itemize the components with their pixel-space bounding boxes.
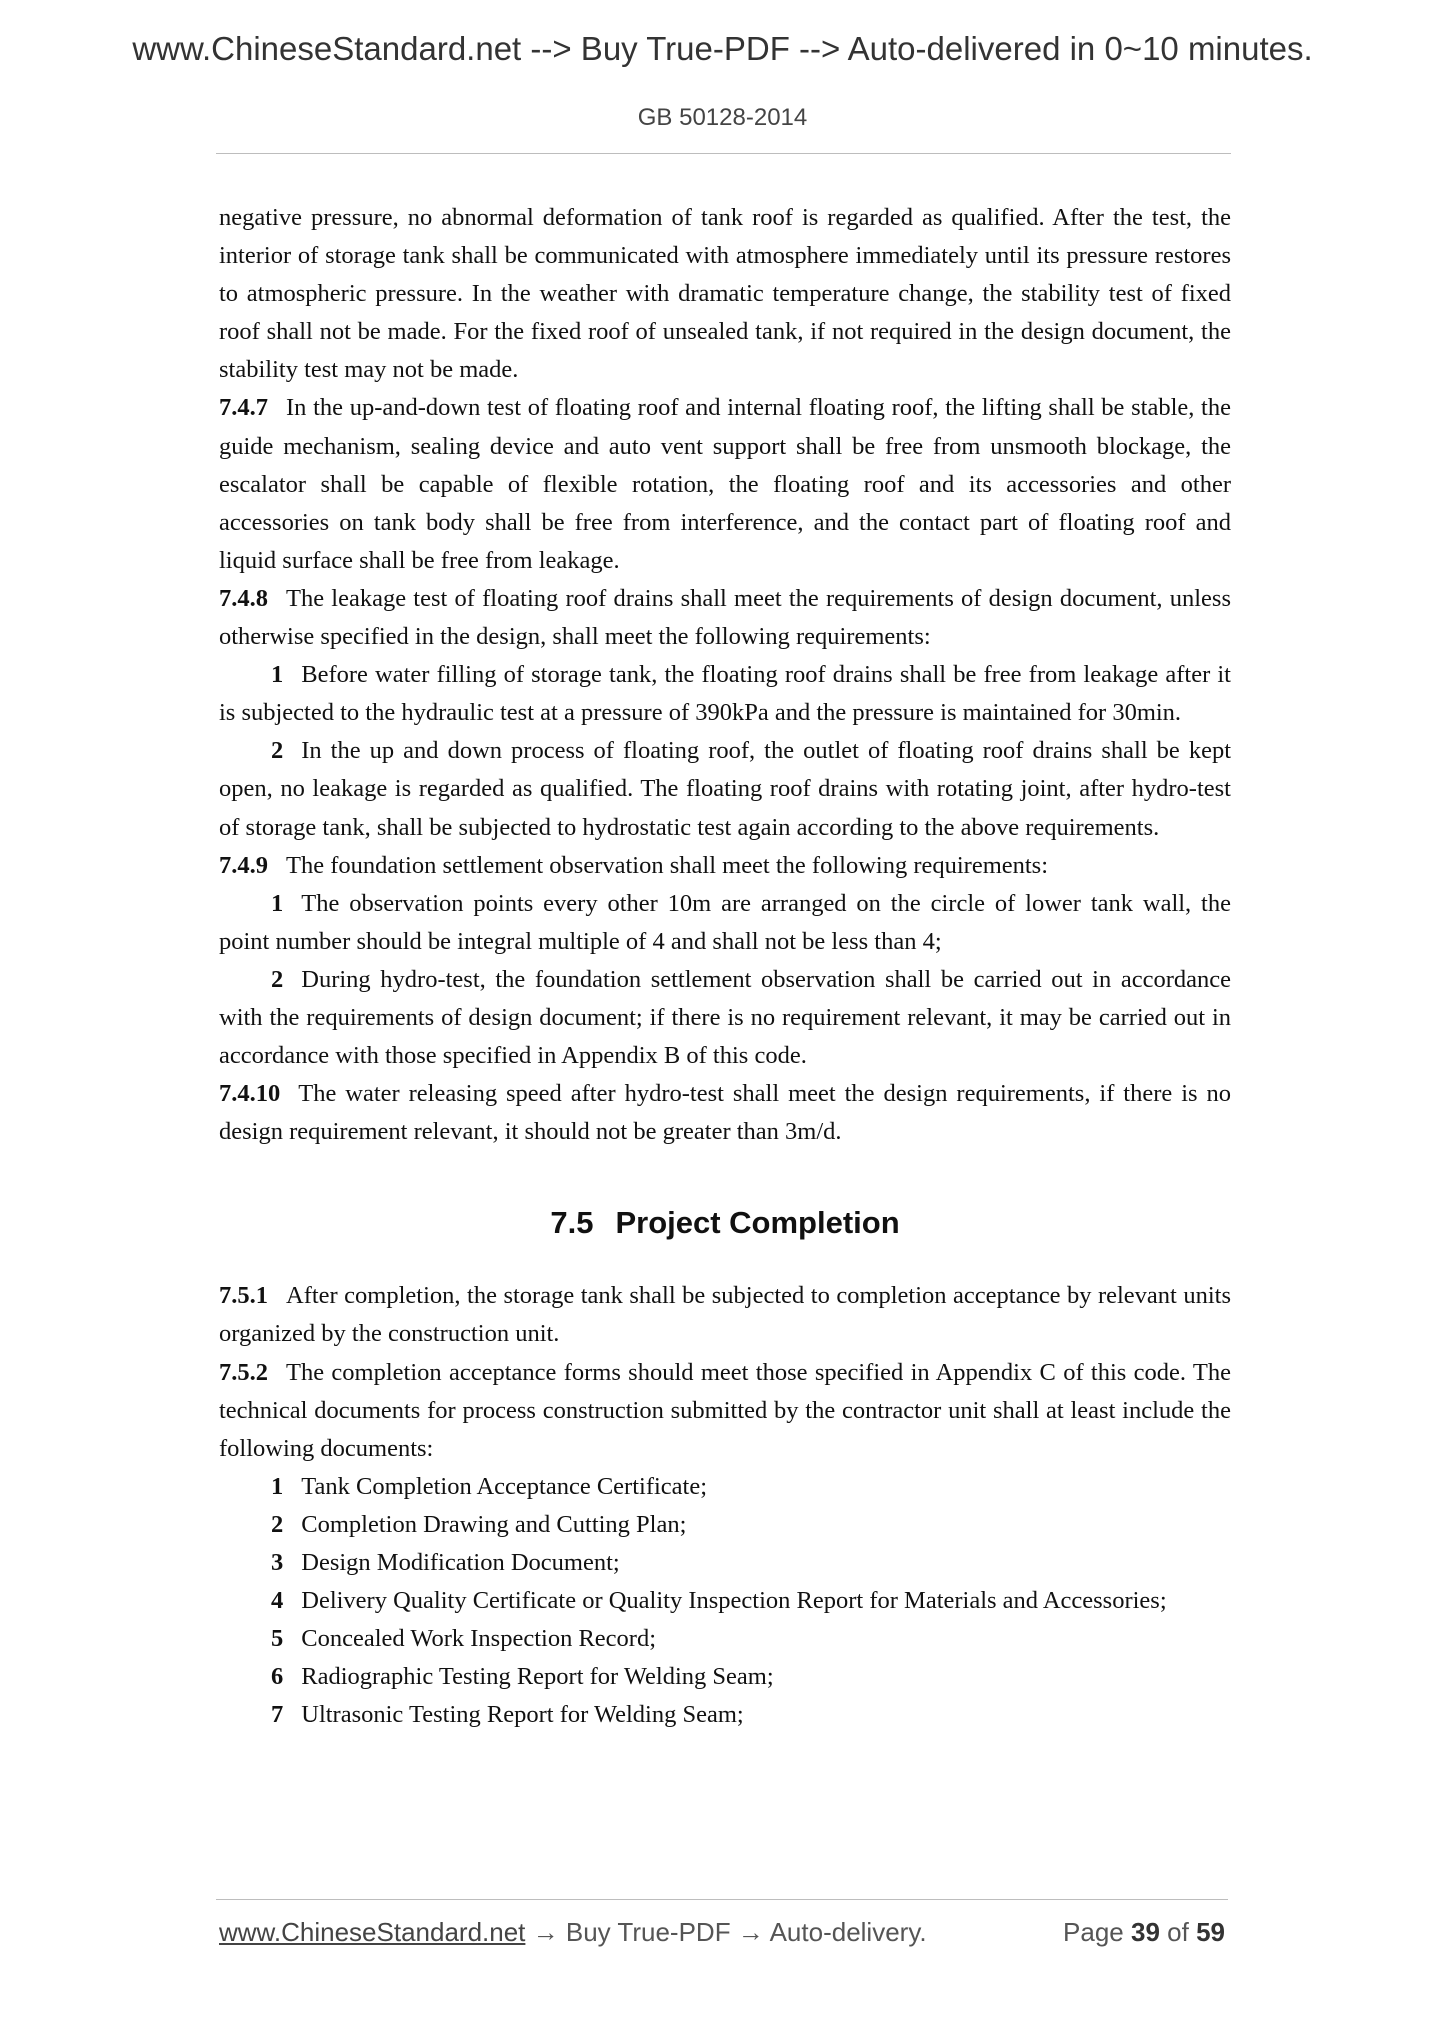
clause-7-5-1 bbox=[219, 1277, 1231, 1353]
item-text: Tank Completion Acceptance Certificate; bbox=[301, 1472, 708, 1500]
top-banner: www.ChineseStandard.net --> Buy True-PDF --> Auto-delivered in 0~10 minutes. bbox=[132, 30, 1313, 67]
page-current: 39 bbox=[1131, 1917, 1160, 1947]
item-text: Completion Drawing and Cutting Plan; bbox=[301, 1510, 687, 1538]
section-number: 7.5 bbox=[550, 1205, 594, 1241]
clause-number: 7.4.7 bbox=[219, 394, 268, 422]
clause-text: After completion, the storage tank shall be subjected to completion acceptance by relevant units organized by the construction unit. bbox=[219, 1282, 1231, 1348]
item-text: In the up and down process of floating roof, the outlet of floating roof drains shall be kept open, no leakage is regarded as qualified. The floating roof drains with rotating joint, after hydro-test of storage tank, shall be subjected to hydrostatic test again according to the above requirements. bbox=[219, 737, 1231, 841]
clause-text: The leakage test of floating roof drains shall meet the requirements of design document, unless otherwise specified in the design, shall meet the following requirements: bbox=[219, 584, 1231, 651]
clause-number: 7.5.2 bbox=[219, 1358, 268, 1386]
item-number: 4 bbox=[271, 1587, 284, 1615]
clause-text: In the up-and-down test of floating roof and internal floating roof, the lifting shall be stable, the guide mechanism, sealing device and auto vent support shall be free from unsmooth blockage, the escalator shall be capable of flexible rotation, the floating roof and its accessories and other accessories on tank body shall be free from interference, and the contact part of floating roof and liquid surface shall be free from leakage. bbox=[219, 394, 1231, 574]
page-of: of bbox=[1167, 1917, 1189, 1947]
item-number: 5 bbox=[271, 1625, 284, 1653]
item-text: Design Modification Document; bbox=[301, 1549, 620, 1576]
header-divider bbox=[216, 153, 1231, 154]
list-item bbox=[219, 885, 1231, 961]
paragraph-continued: negative pressure, no abnormal deformation of tank roof is regarded as qualified. After the test, the interior of storage tank shall be communicated with atmosphere immediately until its pressure restores to atmospheric pressure. In the weather with dramatic temperature change, the stability test of fixed roof shall not be made. For the fixed roof of unsealed tank, if not required in the design document, the stability test may not be made. bbox=[219, 204, 1231, 384]
list-item bbox=[219, 961, 1231, 1075]
clause-text: The foundation settlement observation shall meet the following requirements: bbox=[286, 851, 1049, 879]
item-number: 2 bbox=[271, 737, 284, 765]
item-number: 1 bbox=[271, 1472, 284, 1500]
clause-7-4-8 bbox=[219, 580, 1231, 656]
item-number: 2 bbox=[271, 1510, 284, 1538]
item-number: 1 bbox=[271, 889, 284, 917]
list-item bbox=[219, 1506, 1231, 1544]
item-number: 2 bbox=[271, 965, 284, 993]
clause-7-4-7 bbox=[219, 389, 1231, 579]
page-indicator bbox=[1063, 1917, 1225, 1948]
clause-number: 7.4.9 bbox=[219, 851, 268, 879]
item-number: 1 bbox=[271, 661, 284, 689]
list-item bbox=[219, 732, 1231, 846]
clause-7-4-9 bbox=[219, 847, 1231, 885]
item-text: Before water filling of storage tank, the floating roof drains shall be free from leakage after it is subjected to the hydraulic test at a pressure of 390kPa and the pressure is maintained for 30min. bbox=[219, 661, 1231, 727]
clause-7-5-2 bbox=[219, 1354, 1231, 1468]
item-text: Radiographic Testing Report for Welding Seam; bbox=[301, 1663, 774, 1691]
item-number: 6 bbox=[271, 1663, 284, 1691]
item-text: During hydro-test, the foundation settlement observation shall be carried out in accordance with the requirements of design document; if there is no requirement relevant, it may be carried out in accordance with those specified in Appendix B of this code. bbox=[219, 965, 1231, 1070]
section-title: Project Completion bbox=[615, 1205, 900, 1241]
clause-text: The completion acceptance forms should meet those specified in Appendix C of this code. The technical documents for process construction submitted by the contractor unit shall at least include the following documents: bbox=[219, 1358, 1231, 1462]
list-item bbox=[219, 656, 1231, 732]
item-text: The observation points every other 10m are arranged on the circle of lower tank wall, the point number should be integral multiple of 4 and shall not be less than 4; bbox=[219, 889, 1231, 955]
list-item bbox=[219, 1582, 1231, 1620]
item-text: Ultrasonic Testing Report for Welding Seam; bbox=[301, 1701, 744, 1729]
section-heading bbox=[219, 1203, 1231, 1243]
clause-text: The water releasing speed after hydro-test shall meet the design requirements, if there is no design requirement relevant, it should not be greater than 3m/d. bbox=[219, 1080, 1231, 1146]
clause-number: 7.4.8 bbox=[219, 584, 268, 612]
item-number: 3 bbox=[271, 1549, 284, 1576]
footer-divider bbox=[216, 1899, 1228, 1900]
item-number: 7 bbox=[271, 1701, 284, 1729]
footer-tagline: → Buy True-PDF → Auto-delivery. bbox=[532, 1917, 927, 1947]
item-text: Delivery Quality Certificate or Quality Inspection Report for Materials and Accessories; bbox=[301, 1587, 1167, 1615]
document-body bbox=[219, 199, 1231, 1734]
list-item bbox=[219, 1658, 1231, 1696]
clause-number: 7.5.1 bbox=[219, 1282, 268, 1310]
clause-7-4-10 bbox=[219, 1075, 1231, 1151]
page-total: 59 bbox=[1196, 1917, 1225, 1947]
list-item bbox=[219, 1544, 1231, 1582]
item-text: Concealed Work Inspection Record; bbox=[301, 1625, 657, 1653]
clause-number: 7.4.10 bbox=[219, 1080, 281, 1108]
page-footer bbox=[219, 1917, 1231, 1948]
page-label: Page bbox=[1063, 1917, 1124, 1947]
list-item bbox=[219, 1696, 1231, 1734]
list-item bbox=[219, 1468, 1231, 1506]
standard-code: GB 50128-2014 bbox=[637, 104, 808, 131]
list-item bbox=[219, 1620, 1231, 1658]
footer-site-link[interactable]: www.ChineseStandard.net bbox=[219, 1917, 526, 1947]
